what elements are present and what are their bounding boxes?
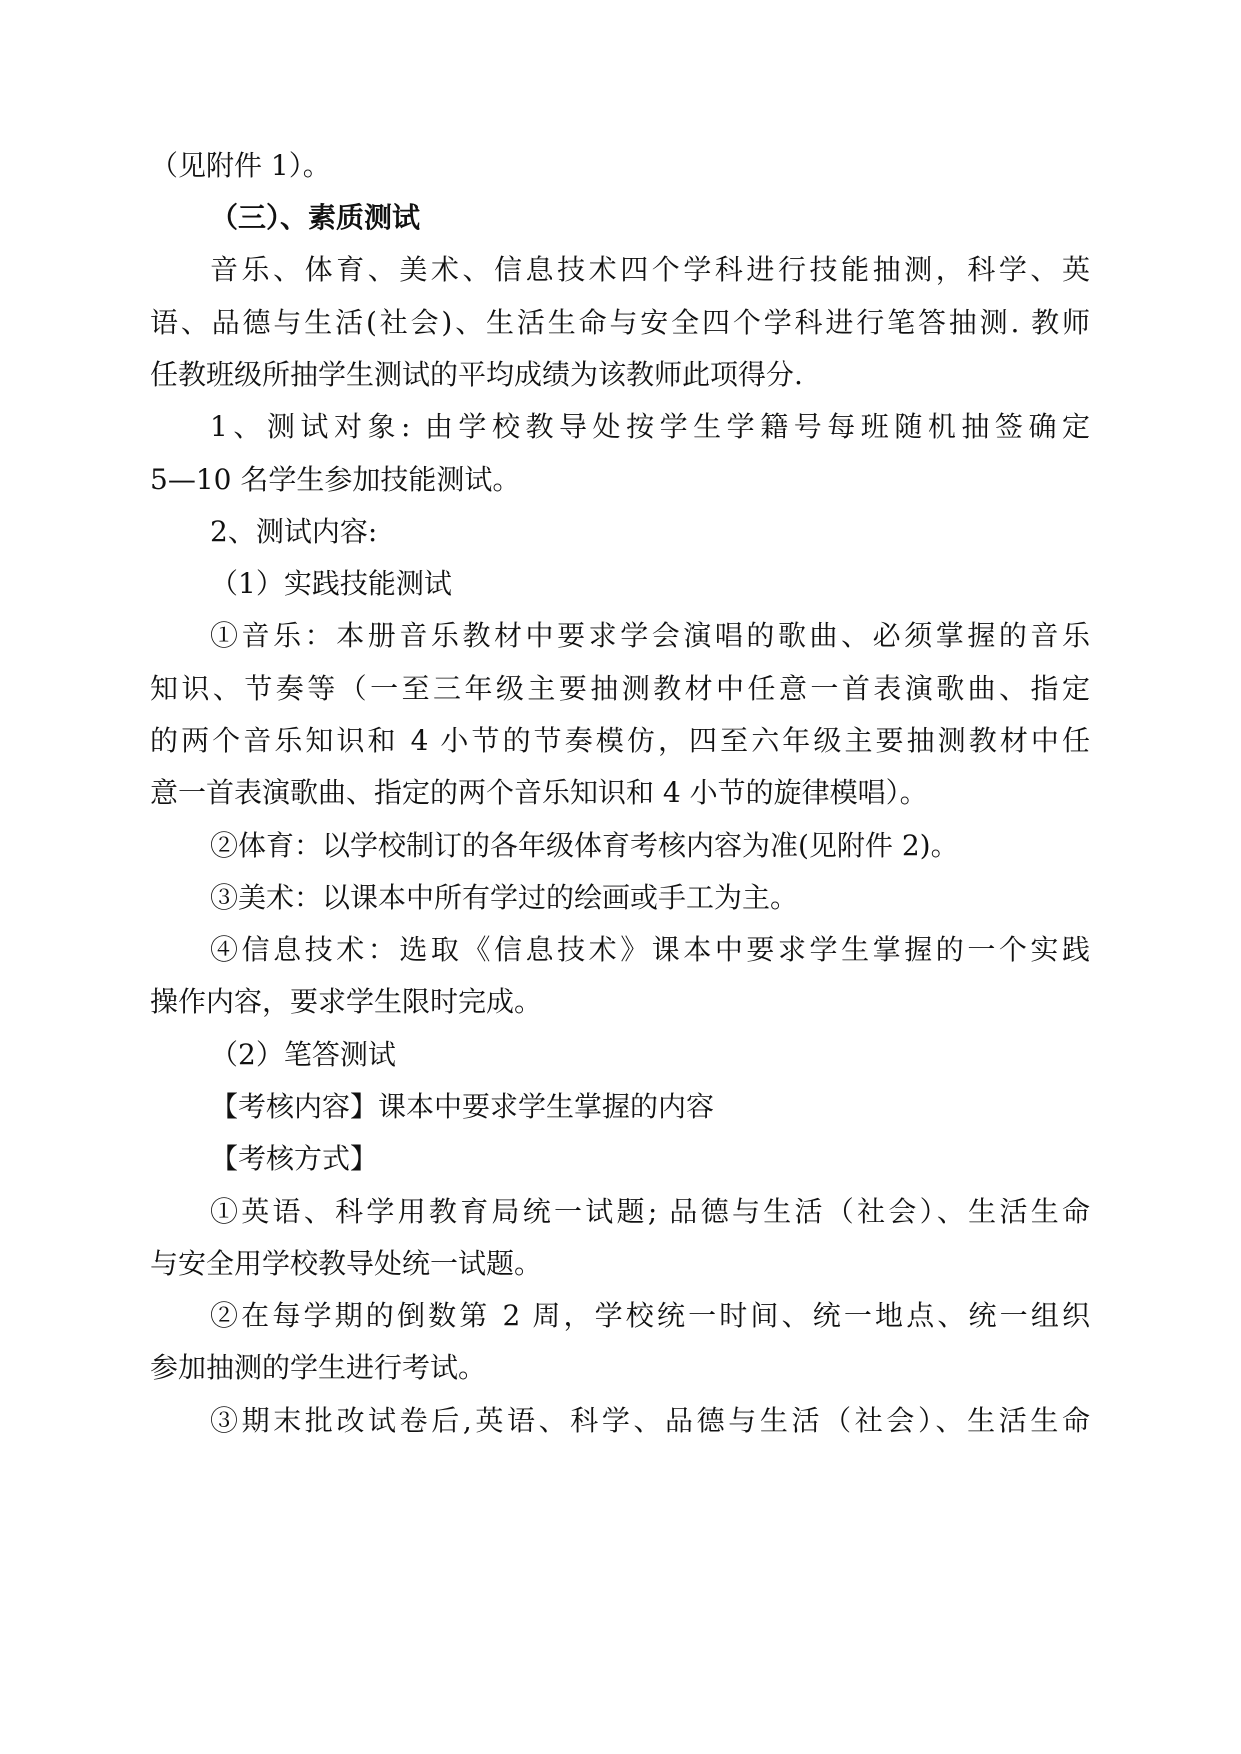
paragraph-line: 2、测试内容: <box>210 515 378 548</box>
paragraph-line: 1、测试对象: 由学校教导处按学生学籍号每班随机抽签确定 <box>210 410 1090 443</box>
paragraph-line: ③期末批改试卷后,英语、科学、品德与生活（社会）、生活生命 <box>210 1404 1090 1437</box>
paragraph-line: ①音乐：本册音乐教材中要求学会演唱的歌曲、必须掌握的音乐 <box>210 619 1090 652</box>
paragraph-line: 【考核方式】 <box>210 1142 379 1175</box>
paragraph-line: 的两个音乐知识和 4 小节的节奏模仿，四至六年级主要抽测教材中任 <box>150 724 1090 757</box>
paragraph-line: 意一首表演歌曲、指定的两个音乐知识和 4 小节的旋律模唱）。 <box>150 776 928 809</box>
paragraph-line: 与安全用学校教导处统一试题。 <box>150 1247 543 1280</box>
paragraph-line: 音乐、体育、美术、信息技术四个学科进行技能抽测，科学、英 <box>210 253 1090 286</box>
subheading: （1）实践技能测试 <box>210 567 452 600</box>
paragraph-line: 任教班级所抽学生测试的平均成绩为该教师此项得分. <box>150 358 803 391</box>
subheading: （2）笔答测试 <box>210 1038 396 1071</box>
paragraph-line: ②体育：以学校制订的各年级体育考核内容为准(见附件 2)。 <box>210 829 959 862</box>
paragraph-line: ②在每学期的倒数第 2 周，学校统一时间、统一地点、统一组织 <box>210 1299 1090 1332</box>
text-line: （见附件 1）。 <box>150 149 331 182</box>
section-heading: （三）、素质测试 <box>210 201 421 234</box>
paragraph-line: ③美术：以课本中所有学过的绘画或手工为主。 <box>210 881 799 914</box>
paragraph-line: 知识、节奏等（一至三年级主要抽测教材中任意一首表演歌曲、指定 <box>150 672 1090 705</box>
paragraph-line: 【考核内容】课本中要求学生掌握的内容 <box>210 1090 715 1123</box>
paragraph-line: ①英语、科学用教育局统一试题; 品德与生活（社会）、生活生命 <box>210 1195 1090 1228</box>
paragraph-line: 参加抽测的学生进行考试。 <box>150 1351 487 1384</box>
paragraph-line: 语、品德与生活(社会)、生活生命与安全四个学科进行笔答抽测. 教师 <box>150 306 1090 339</box>
paragraph-line: 操作内容，要求学生限时完成。 <box>150 985 543 1018</box>
paragraph-line: 5—10 名学生参加技能测试。 <box>150 463 521 496</box>
paragraph-line: ④信息技术：选取《信息技术》课本中要求学生掌握的一个实践 <box>210 933 1090 966</box>
